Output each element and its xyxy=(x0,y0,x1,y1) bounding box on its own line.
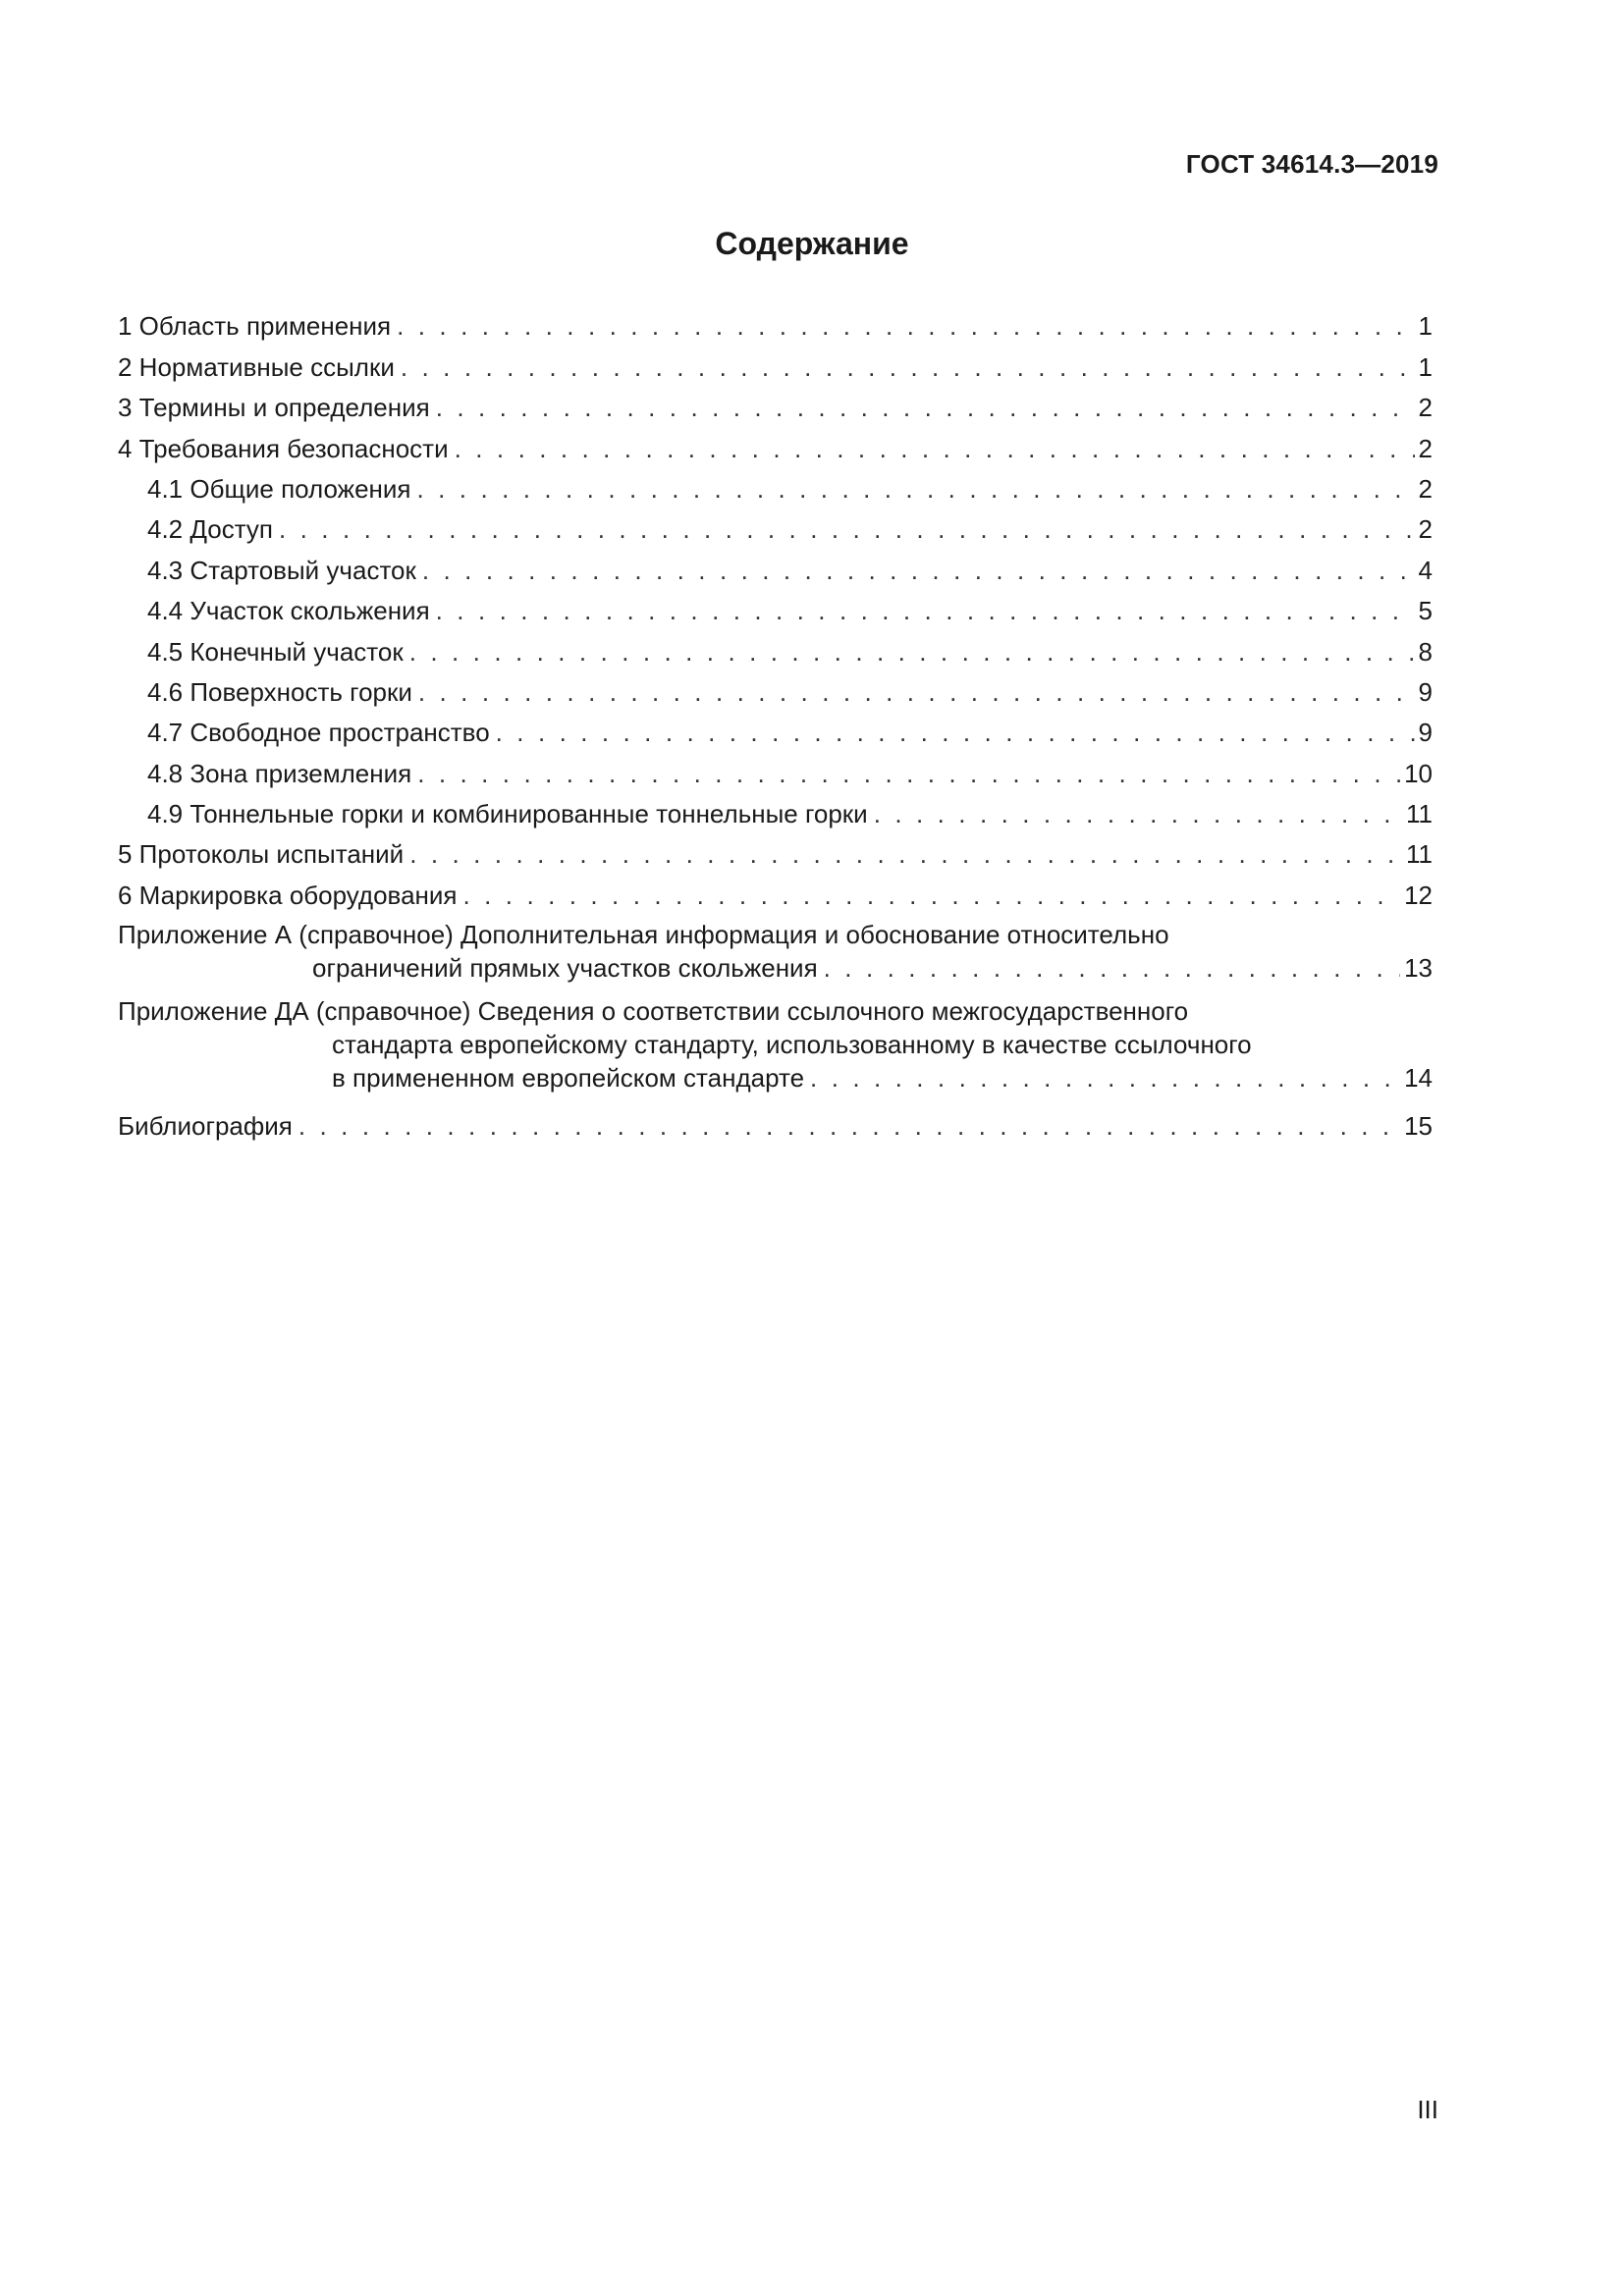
toc-leader-dots xyxy=(810,1061,1400,1095)
toc-entry-bibliography[interactable] xyxy=(118,1100,1433,1141)
toc-entry-4-1[interactable] xyxy=(118,463,1433,504)
toc-entry-page: 9 xyxy=(1418,676,1433,707)
toc-entry-label: 1 Область применения xyxy=(118,311,392,342)
toc-entry-label: 4.2 Доступ xyxy=(147,514,274,545)
toc-entry-label: 4.1 Общие положения xyxy=(147,473,411,504)
toc-entry-page: 14 xyxy=(1404,1062,1433,1093)
toc-entry-page: 2 xyxy=(1418,514,1433,545)
toc-entry-label: 4 Требования безопасности xyxy=(118,433,449,463)
toc-leader-dots xyxy=(401,352,1415,382)
toc-leader-dots xyxy=(436,393,1415,422)
toc-entry-label: 4.4 Участок скольжения xyxy=(147,596,430,626)
toc-leader-dots xyxy=(279,514,1415,544)
toc-entry-page: 8 xyxy=(1418,636,1433,667)
toc-entry-label-line3: в примененном европейском стандарте xyxy=(332,1062,805,1093)
toc-entry-page: 15 xyxy=(1404,1111,1433,1142)
toc-entry-label: 4.8 Зона приземления xyxy=(147,758,412,788)
toc-entry-label: 3 Термины и определения xyxy=(118,393,430,423)
toc-entry-4-9[interactable] xyxy=(118,788,1433,828)
toc-entry-label-line2: ограничений прямых участков скольжения xyxy=(312,952,818,983)
toc-leader-dots xyxy=(409,637,1415,667)
table-of-contents xyxy=(118,300,1433,1141)
toc-leader-dots xyxy=(418,677,1415,707)
toc-entry-4-7[interactable] xyxy=(118,707,1433,747)
toc-entry-label: 4.6 Поверхность горки xyxy=(147,676,412,707)
toc-entry-label: 2 Нормативные ссылки xyxy=(118,351,395,382)
toc-entry-page: 11 xyxy=(1406,839,1433,870)
toc-entry-4-8[interactable] xyxy=(118,747,1433,787)
toc-entry-label: Библиография xyxy=(118,1111,293,1142)
toc-entry-4-6[interactable] xyxy=(118,667,1433,707)
toc-entry-4-3[interactable] xyxy=(118,544,1433,584)
toc-entry-4-5[interactable] xyxy=(118,625,1433,666)
toc-leader-dots xyxy=(422,556,1415,585)
toc-entry-label: 4.3 Стартовый участок xyxy=(147,555,416,585)
toc-entry-page: 4 xyxy=(1418,555,1433,585)
toc-entry-appendix-da[interactable] xyxy=(118,994,1433,1095)
toc-leader-dots xyxy=(409,839,1402,869)
toc-title: Содержание xyxy=(715,226,909,261)
toc-entry-normative-refs[interactable] xyxy=(118,341,1433,381)
toc-entry-label: 4.7 Свободное пространство xyxy=(147,718,490,748)
toc-entry-safety[interactable] xyxy=(118,422,1433,462)
toc-entry-page: 1 xyxy=(1418,351,1433,382)
toc-entry-label: 4.9 Тоннельные горки и комбинированные тоннельные горки xyxy=(147,799,868,829)
toc-entry-page: 2 xyxy=(1418,473,1433,504)
toc-leader-dots xyxy=(463,881,1401,910)
toc-entry-appendix-a[interactable] xyxy=(118,918,1433,985)
toc-leader-dots xyxy=(496,718,1415,747)
toc-entry-page: 1 xyxy=(1418,311,1433,342)
toc-leader-dots xyxy=(397,311,1414,341)
toc-entry-label: 6 Маркировка оборудования xyxy=(118,880,458,910)
toc-entry-terms[interactable] xyxy=(118,382,1433,422)
document-code: ГОСТ 34614.3—2019 xyxy=(1185,149,1438,179)
page-number: III xyxy=(1417,2095,1438,2124)
toc-leader-dots xyxy=(874,799,1402,828)
toc-entry-label-line2: стандарта европейскому стандарту, использованному в качестве ссылочного xyxy=(332,1029,1252,1059)
toc-entry-page: 2 xyxy=(1418,433,1433,463)
toc-entry-4-2[interactable] xyxy=(118,504,1433,544)
toc-entry-test-reports[interactable] xyxy=(118,828,1433,869)
toc-leader-dots xyxy=(824,951,1400,985)
toc-entry-label: 4.5 Конечный участок xyxy=(147,636,404,667)
toc-entry-label-line1: Приложение ДА (справочное) Сведения о соответствии ссылочного межгосударственного xyxy=(118,995,1189,1026)
toc-entry-4-4[interactable] xyxy=(118,585,1433,625)
toc-entry-label-line1: Приложение А (справочное) Дополнительная информация и обоснование относительно xyxy=(118,919,1169,949)
toc-entry-page: 13 xyxy=(1404,952,1433,983)
toc-leader-dots xyxy=(436,596,1415,625)
toc-entry-page: 12 xyxy=(1404,880,1433,910)
toc-leader-dots xyxy=(417,474,1415,504)
toc-entry-page: 10 xyxy=(1404,758,1433,788)
toc-entry-page: 11 xyxy=(1406,799,1433,829)
toc-entry-page: 9 xyxy=(1418,718,1433,748)
toc-leader-dots xyxy=(417,759,1400,788)
toc-leader-dots xyxy=(455,434,1415,463)
toc-entry-scope[interactable] xyxy=(118,300,1433,341)
toc-entry-marking[interactable] xyxy=(118,869,1433,909)
toc-leader-dots xyxy=(298,1111,1400,1141)
toc-entry-page: 5 xyxy=(1418,596,1433,626)
toc-entry-page: 2 xyxy=(1418,393,1433,423)
toc-entry-label: 5 Протоколы испытаний xyxy=(118,839,405,870)
